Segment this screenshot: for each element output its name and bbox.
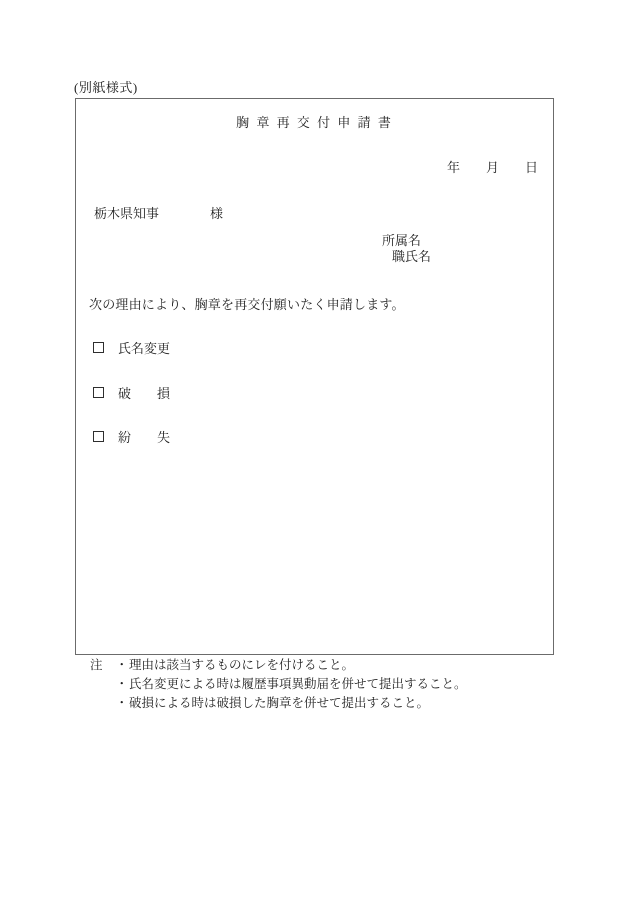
signer-block: [382, 233, 431, 265]
sheet-format-label: (別紙様式): [74, 80, 138, 95]
addressee-line: [94, 203, 223, 222]
note-text: 理由は該当するものにレを付けること。: [129, 658, 355, 672]
addressee-honorific: 様: [210, 206, 224, 221]
footnotes: [90, 656, 467, 713]
month-label: 月: [485, 160, 499, 175]
note-text: 破損による時は破損した胸章を併せて提出すること。: [129, 696, 430, 710]
note-text: 氏名変更による時は履歴事項異動届を併せて提出すること。: [129, 677, 467, 691]
checkbox-unchecked-icon[interactable]: [93, 387, 104, 398]
reason-row-name-change: [93, 338, 170, 357]
day-label: 日: [524, 160, 538, 175]
affiliation-label: 所属名: [382, 233, 422, 248]
bullet-icon: ・: [115, 658, 129, 672]
bullet-icon: ・: [115, 696, 129, 710]
bullet-icon: ・: [115, 677, 129, 691]
reason-label-loss: 紛 失: [118, 430, 171, 445]
application-statement: 次の理由により、胸章を再交付願いたく申請します。: [89, 297, 405, 312]
reason-row-loss: [93, 427, 170, 446]
form-title: 胸 章 再 交 付 申 請 書: [236, 115, 393, 130]
reason-label-name-change: 氏名変更: [118, 341, 171, 356]
note-item: [116, 694, 467, 713]
addressee-name: 栃木県知事: [94, 206, 160, 221]
year-label: 年: [446, 160, 460, 175]
notes-heading: 注: [90, 658, 103, 672]
job-name-label: 職氏名: [392, 249, 432, 264]
note-item: [116, 675, 467, 694]
reason-row-damage: [93, 383, 170, 402]
notes-list: [116, 656, 467, 713]
date-line: [447, 157, 538, 176]
note-item: [116, 656, 467, 675]
reason-label-damage: 破 損: [118, 386, 171, 401]
application-form-frame: [75, 98, 554, 655]
checkbox-unchecked-icon[interactable]: [93, 431, 104, 442]
checkbox-unchecked-icon[interactable]: [93, 342, 104, 353]
